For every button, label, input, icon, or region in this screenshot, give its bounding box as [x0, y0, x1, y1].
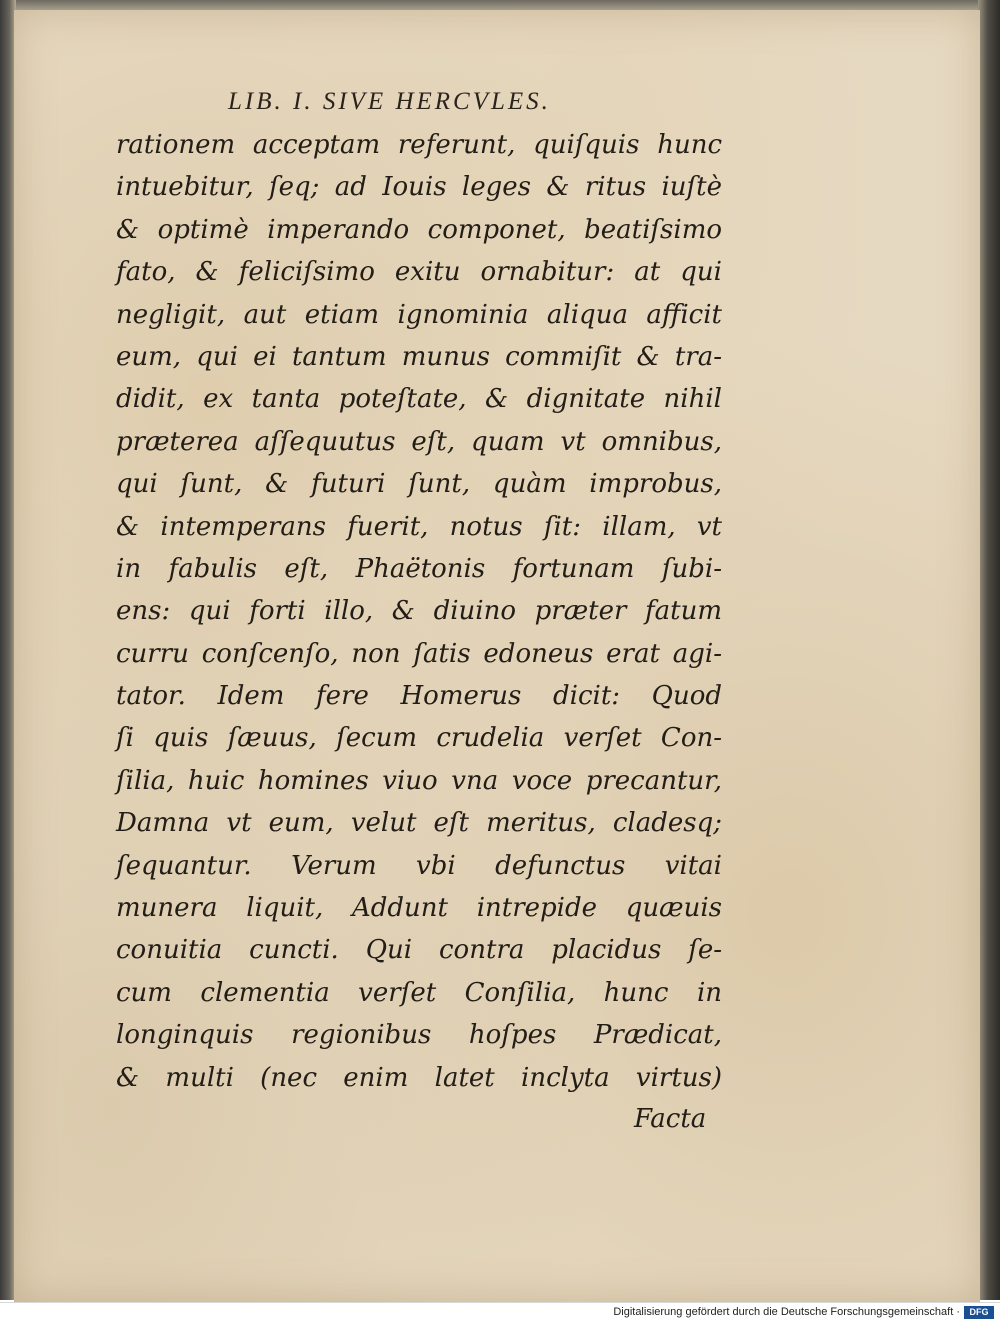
catchword: Facta: [634, 1104, 707, 1134]
text-line: rationem acceptam referunt, quiſquis hunc: [116, 130, 722, 160]
text-line: Damna vt eum, velut eſt meritus, cladesq;: [116, 808, 722, 839]
text-line: negligit, aut etiam ignominia aliqua afficit: [116, 299, 722, 330]
text-line: ſilia, huic homines viuo vna voce precantur,: [116, 765, 722, 796]
text-line: prӕterea aſſequutus eſt, quam vt omnibus,: [116, 426, 722, 457]
text-line: conuitia cuncti. Qui contra placidus ſe-: [116, 935, 722, 966]
text-line: & intemperans fuerit, notus ſit: illam, vt: [116, 511, 722, 542]
text-line: ſi quis ſӕuus, ſecum crudelia verſet Con-: [116, 723, 722, 754]
text-line: intuebitur, ſeq; ad Iouis leges & ritus iuſtè: [116, 172, 722, 203]
text-line: didit, ex tanta poteſtate, & dignitate nihil: [116, 384, 722, 415]
running-head: LIB. I. SIVE HERCVLES.: [228, 88, 551, 115]
text-line: qui ſunt, & futuri ſunt, quàm improbus,: [116, 469, 722, 500]
text-line: & multi (nec enim latet inclyta virtus): [116, 1062, 722, 1093]
text-line: ſequantur. Verum vbi defunctus vitai: [116, 850, 722, 881]
text-line: fato, & feliciſsimo exitu ornabitur: at qui: [116, 257, 722, 288]
text-line: cum clementia verſet Conſilia, hunc in: [116, 977, 722, 1008]
text-line: longinquis regionibus hoſpes Prӕdicat,: [116, 1020, 722, 1051]
footer-bar: [0, 1302, 1000, 1322]
text-line: eum, qui ei tantum munus commiſit & tra-: [116, 341, 722, 372]
book-fore-edge: [978, 0, 1000, 1300]
text-line: tator. Idem fere Homerus dicit: Quod: [116, 681, 722, 712]
text-line: curru conſcenſo, non ſatis edoneus erat agi-: [116, 638, 722, 669]
text-line: & optimè imperando componet, beatiſsimo: [116, 214, 722, 245]
dfg-logo-icon: DFG: [964, 1306, 994, 1319]
funding-credit: Digitalisierung gefördert durch die Deutsche Forschungsgemeinschaft ·: [613, 1306, 960, 1318]
text-line: munera liquit, Addunt intrepide quӕuis: [116, 893, 722, 924]
body-text: [116, 124, 722, 1099]
text-line: in fabulis eſt, Phaëtonis fortunam ſubi-: [116, 553, 722, 584]
text-line: ens: qui forti illo, & diuino prӕter fatum: [116, 596, 722, 627]
